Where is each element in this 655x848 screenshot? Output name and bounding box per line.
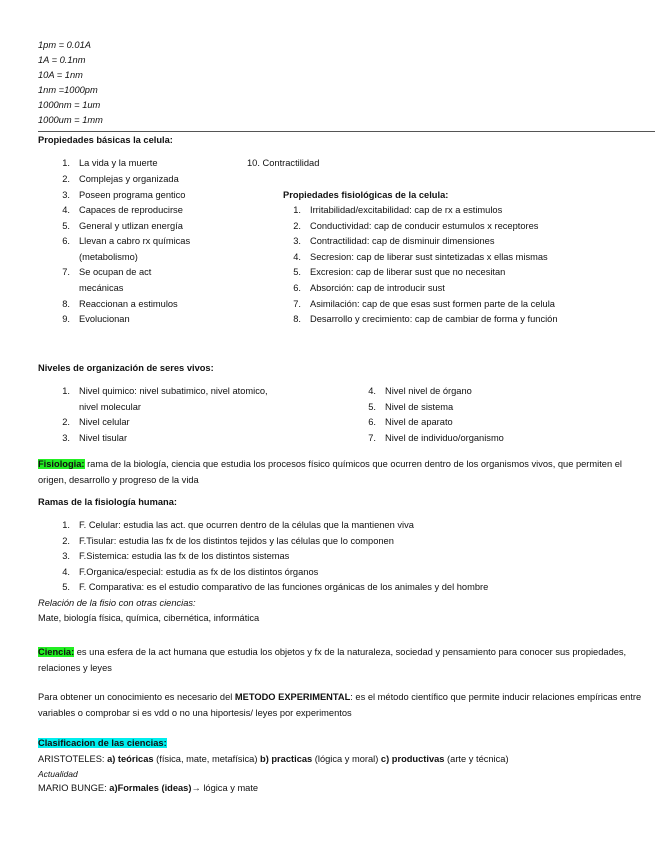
list-item: 8. Desarrollo y crecimiento: cap de cambiar de forma y función	[293, 314, 558, 324]
ramas-heading: Ramas de la fisiología humana:	[38, 497, 177, 507]
list-item: 2. Complejas y organizada	[62, 174, 179, 184]
list-item: 3. Poseen programa gentico	[62, 190, 186, 200]
list-item: 1. F. Celular: estudia las act. que ocurren dentro de la células que la mantienen viva	[62, 520, 414, 530]
unit-conversions	[38, 38, 103, 128]
metodo-term: METODO EXPERIMENTAL	[234, 692, 351, 702]
list-item: 3. F.Sistemica: estudia las fx de los distintos sistemas	[62, 551, 290, 561]
list-item: 6. Nivel de aparato	[368, 417, 453, 427]
relacion-label: Relación de la fisio con otras ciencias:	[38, 598, 196, 608]
list-item: 2. F.Tisular: estudia las fx de los distintos tejidos y las células que lo componen	[62, 536, 394, 546]
aristoteles-line: ARISTOTELES: a) teóricas (física, mate, metafísica) b) practicas (lógica y moral) c) productivas (arte y técnica)	[38, 754, 509, 764]
list-item: 5. Excresion: cap de liberar sust que no necesitan	[293, 267, 506, 277]
list-item: 5. General y utlizan energía	[62, 221, 183, 231]
list-item: 7. Asimilación: cap de que esas sust formen parte de la celula	[293, 299, 555, 309]
bunge-line: MARIO BUNGE: a)Formales (ideas)→ lógica y mate	[38, 783, 259, 793]
relacion-text: Mate, biología física, química, cibernética, informática	[38, 613, 260, 623]
arrow-right-icon: →	[191, 783, 201, 793]
fisiologia-term: Fisiologia:	[38, 459, 85, 469]
list-item-continued: nivel molecular	[79, 402, 142, 412]
list-item: 5. Nivel de sistema	[368, 402, 454, 412]
clasificacion-heading: Clasificacion de las ciencias:	[38, 738, 167, 748]
list-item: 9. Evolucionan	[62, 314, 130, 324]
conversion-line: 1000um = 1mm	[38, 115, 103, 125]
conversion-line: 10A = 1nm	[38, 70, 83, 80]
list-item: 4. F.Organica/especial: estudia as fx de los distintos órganos	[62, 567, 319, 577]
list-item: 1. Irritabilidad/excitabilidad: cap de rx a estimulos	[293, 205, 503, 215]
physio-props-heading: Propiedades fisiológicas de la celula:	[283, 190, 449, 200]
list-item: 4. Nivel nivel de órgano	[368, 386, 472, 396]
ciencia-definition: Ciencia: es una esfera de la act humana que estudia los objetos y fx de la naturaleza, sociedad y pensamiento para conocer sus propiedades, relaciones y leyes	[38, 647, 627, 673]
list-item: 2. Nivel celular	[62, 417, 130, 427]
metodo-paragraph: Para obtener un conocimiento es necesario del METODO EXPERIMENTAL: es el método científico que permite inducir relaciones empíricas entre variables o comprobar si es vdd o no una hiportesis/ leyes por experimentos	[38, 692, 642, 718]
list-item: 1. La vida y la muerte	[62, 158, 158, 168]
actualidad-label: Actualidad	[38, 769, 78, 779]
list-item: 1. Nivel quimico: nivel subatimico, nivel atomico,	[62, 386, 268, 396]
divider-line	[38, 131, 655, 132]
list-item: 3. Nivel tisular	[62, 433, 128, 443]
list-item: 10. Contractilidad	[247, 158, 320, 168]
fisiologia-definition: Fisiologia: rama de la biología, ciencia que estudia los procesos físico químicos que ocurren dentro de los organismos vivos, que permiten el origen, desarrollo y progreso de la vida	[38, 459, 622, 485]
list-item: 4. Capaces de reproducirse	[62, 205, 183, 215]
list-item: 3. Contractilidad: cap de disminuir dimensiones	[293, 236, 495, 246]
list-item: 8. Reaccionan a estimulos	[62, 299, 178, 309]
conversion-line: 1A = 0.1nm	[38, 55, 86, 65]
list-item: 7. Nivel de individuo/organismo	[368, 433, 504, 443]
conversion-line: 1pm = 0.01A	[38, 40, 91, 50]
basic-props-heading: Propiedades básicas la celula:	[38, 135, 173, 145]
list-item-continued: mecánicas	[79, 283, 124, 293]
conversion-line: 1000nm = 1um	[38, 100, 101, 110]
conversion-line: 1nm =1000pm	[38, 85, 98, 95]
list-item-continued: (metabolismo)	[79, 252, 138, 262]
list-item: 6. Absorción: cap de introducir sust	[293, 283, 445, 293]
list-item: 2. Conductividad: cap de conducir estumulos x receptores	[293, 221, 539, 231]
levels-heading: Niveles de organización de seres vivos:	[38, 363, 214, 373]
list-item: 4. Secresion: cap de liberar sust sintetizadas x ellas mismas	[293, 252, 548, 262]
list-item: 5. F. Comparativa: es el estudio comparativo de las funciones orgánicas de los animales y del hombre	[62, 582, 489, 592]
ciencia-term: Ciencia:	[38, 647, 75, 657]
list-item: 6. Llevan a cabro rx químicas	[62, 236, 191, 246]
list-item: 7. Se ocupan de act	[62, 267, 152, 277]
